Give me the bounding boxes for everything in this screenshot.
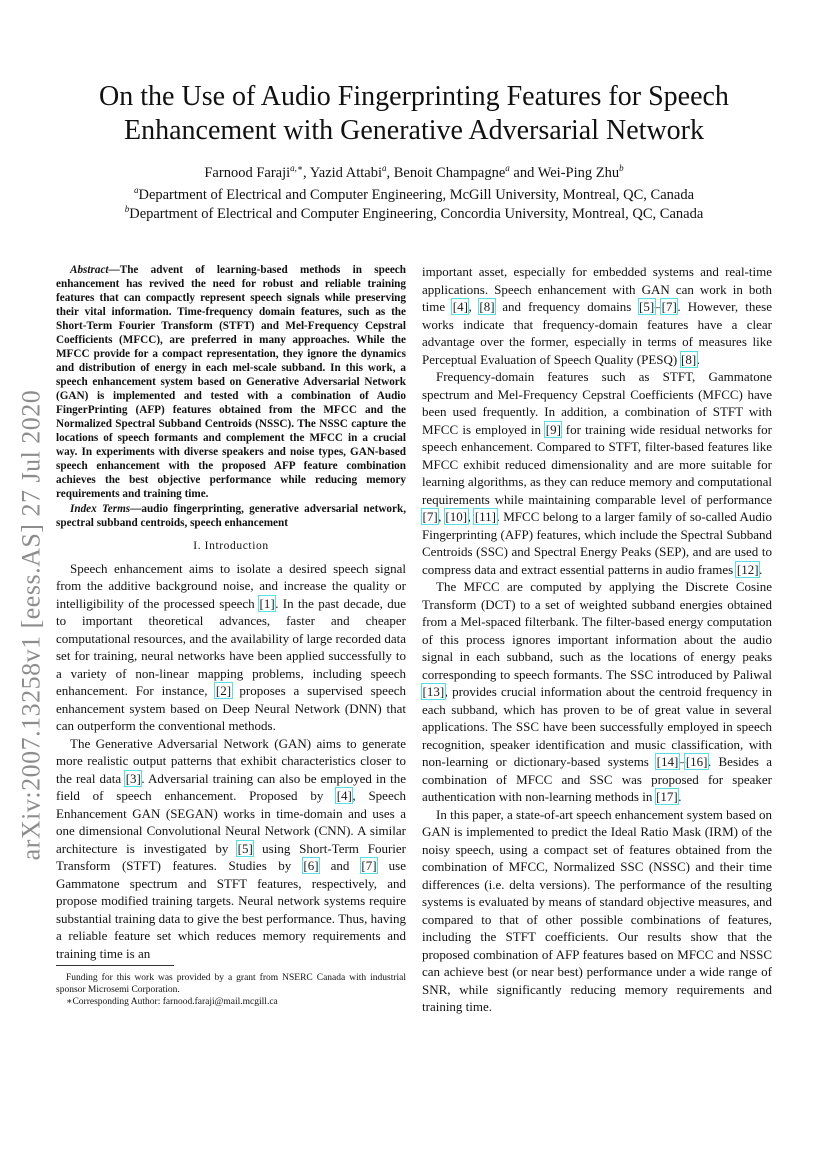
left-body (56, 560, 406, 963)
body-paragraph: In this paper, a state-of-art speech enhancement system based on GAN is implemented to predict the Ideal Ratio Mask (IRM) of the noisy speech, using a compact set of features obtained from the combination of MFCC, Normalized SSC (NSSC) and their time differences (i.e. delta versions). The performance of the resulting systems is evaluated by means of standard objective measures, and compared to that of other possible combinations of features, including the STFT coefficients. Our results show that the proposed combination of AFP features based on MFCC and NSSC can achieve best (or near best) performance under a wide range of SNR, while significantly reducing memory requirements and training time. (422, 806, 772, 1014)
author-name: Farnood Faraji (204, 165, 291, 181)
author-name: Benoit Champagne (393, 165, 506, 181)
right-body (422, 263, 772, 1016)
index-terms: Index Terms—audio fingerprinting, generative adversarial network, spectral subband centroids, speech enhancement (56, 503, 406, 529)
citation-link[interactable]: [4] (452, 299, 468, 314)
arxiv-watermark (14, 330, 48, 920)
body-paragraph: Frequency-domain features such as STFT, Gammatone spectrum and Mel-Frequency Cepstral Coefficients (MFCC) have been used frequently. In addition, a combination of STFT with MFCC is employed in [9] for training wide residual networks for speech enhancement. Compared to STFT, filter-based features like MFCC exhibit reduced dimensionality and are more suitable for learning algorithms, as they can reduce memory and computational requirements while maintaining comparable level of performance [7], [10], [11]. MFCC belong to a larger family of so-called Audio Fingerprinting (AFP) features, which include the Spectral Subband Centroids (SSC) and Spectral Energy Peaks (SEP), and are used to compress data and extract essential patterns in audio frames [12]. (422, 369, 772, 577)
author-list: Farnood Faraji$^{a,∗}$, Yazid Attabi$^a$, Benoit Champagne$^a$ and Wei-Ping Zhu$^b$ (204, 163, 624, 181)
left-column (56, 263, 406, 962)
abstract: Abstract—The advent of learning-based methods in speech enhancement has revived the need for robust and reliable training features that can compactly represent speech signals while preserving their vital information. Time-frequency domain features, such as the Short-Term Fourier Transform (STFT) and Mel-Frequency Cepstral Coefficients (MFCC), are preferred in many approaches. While the MFCC provide for a compact representation, they ignore the dynamics and distribution of energy in each mel-scale subband. In this work, a speech enhancement system based on Generative Adversarial Network (GAN) is implemented and tested with a combination of Audio FingerPrinting (AFP) features obtained from the MFCC and the Normalized Spectral Subband Centroids (NSSC). The NSSC capture the locations of speech formants and complement the MFCC in a crucial way. In experiments with diverse speakers and noise types, GAN-based speech enhancement with the proposed AFP feature combination achieves the best objective performance while reducing memory requirements and training time. (56, 264, 406, 500)
body-paragraph: The MFCC are computed by applying the Discrete Cosine Transform (DCT) to a set of weighted subband energies obtained from a Mel-spaced filterbank. The filter-based energy computation of this process ignores important information about the audio signal in each subband, such as the locations of energy peaks corresponding to speech formants. The SSC introduced by Paliwal [13], provides crucial information about the centroid frequency in each subband, which has proven to be of great value in several applications. The SSC have been successfully employed in speech recognition, speaker identification and music classification, with non-learning or dictionary-based systems [14]–[16]. Besides a combination of MFCC and SSC was proposed for speaker authentication with non-learning methods in [17]. (422, 579, 772, 804)
citation-link[interactable]: [5] (237, 840, 253, 856)
author-name: Yazid Attabi (309, 165, 382, 181)
citation-link[interactable]: [12] (736, 561, 759, 577)
funding-note: Funding for this work was provided by a grant from NSERC Canada with industrial sponsor Microsemi Corporation. (56, 973, 406, 995)
corresponding-note: ∗Corresponding Author: farnood.faraji@mail.mcgill.ca (66, 997, 278, 1007)
footnote-rule (56, 965, 174, 966)
citation-link[interactable]: [16] (685, 754, 708, 769)
citation-link[interactable]: [8] (681, 351, 697, 367)
author-mark: a (381, 163, 387, 174)
affiliation-b: $^b$Department of Electrical and Computer Engineering, Concordia University, Montreal, QC, Canada (124, 204, 704, 222)
author-mark: a (505, 163, 510, 174)
citation-link[interactable]: [14] (656, 754, 679, 769)
citation-link[interactable]: [5] (639, 299, 655, 314)
citation-link[interactable]: [2] (215, 683, 232, 698)
citation-link[interactable]: [11] (474, 509, 496, 524)
citation-link[interactable]: [6] (303, 858, 319, 873)
footnotes (56, 972, 406, 1008)
paper-title: On the Use of Audio Fingerprinting Features for Speech Enhancement with Generative Adversarial Network (99, 81, 729, 146)
affiliation-a: $^a$Department of Electrical and Computer Engineering, McGill University, Montreal, QC, Canada (133, 185, 695, 203)
arxiv-id: arXiv:2007.13258v1 [eess.AS] 27 Jul 2020 (16, 389, 46, 861)
citation-link[interactable]: [3] (125, 770, 141, 786)
body-paragraph: The Generative Adversarial Network (GAN) aims to generate more realistic output patterns that exhibit characteristics closer to the real data [3]. Adversarial training can also be employed in the field of speech enhancement. Proposed by [4], Speech Enhancement GAN (SEGAN) works in time-domain and uses a one dimensional Convolutional Neural Network (CNN). A similar architecture is investigated by [5] using Short-Term Fourier Transform (STFT) features. Studies by [6] and [7] use Gammatone spectrum and STFT features, respectively, and propose modified training targets. Neural network systems require substantial training data to give the best performance. Thus, having a reliable feature set which reduces memory requirements and training time is an (56, 735, 406, 961)
citation-link[interactable]: [4] (336, 788, 352, 803)
author-mark: b (619, 163, 624, 174)
citation-link[interactable]: [7] (361, 858, 377, 873)
citation-link[interactable]: [1] (259, 595, 275, 611)
citation-link[interactable]: [7] (661, 299, 677, 314)
citation-link[interactable]: [7] (422, 509, 438, 524)
citation-link[interactable]: [9] (545, 421, 561, 437)
citation-link[interactable]: [17] (656, 789, 678, 804)
body-paragraph: important asset, especially for embedded systems and real-time applications. Speech enhancement with GAN can work in both time [4], [8] and frequency domains [5]–[7]. However, these works indicate that frequency-domain features have a clear advantage over the former, especially in terms of measures like Perceptual Evaluation of Speech Quality (PESQ) [8]. (422, 264, 773, 367)
author-mark: a,∗ (290, 163, 304, 174)
citation-link[interactable]: [13] (422, 684, 445, 699)
section-heading: I. Introduction (193, 540, 269, 552)
citation-link[interactable]: [8] (479, 299, 495, 314)
body-paragraph: Speech enhancement aims to isolate a desired speech signal from the additive background noise, and increase the quality or intelligibility of the processed speech [1]. In the past decade, due to important theoretical advances, faster and cheaper computational resources, and the availability of large recorded data set for training, neural networks have been applied successfully to a variety of non-linear mapping problems, including speech enhancement. For instance, [2] proposes a supervised speech enhancement system based on Deep Neural Network (DNN) that can outperform the conventional methods. (56, 560, 406, 733)
author-name: Wei-Ping Zhu (537, 165, 620, 181)
citation-link[interactable]: [10] (445, 509, 468, 524)
right-column (422, 263, 772, 1016)
